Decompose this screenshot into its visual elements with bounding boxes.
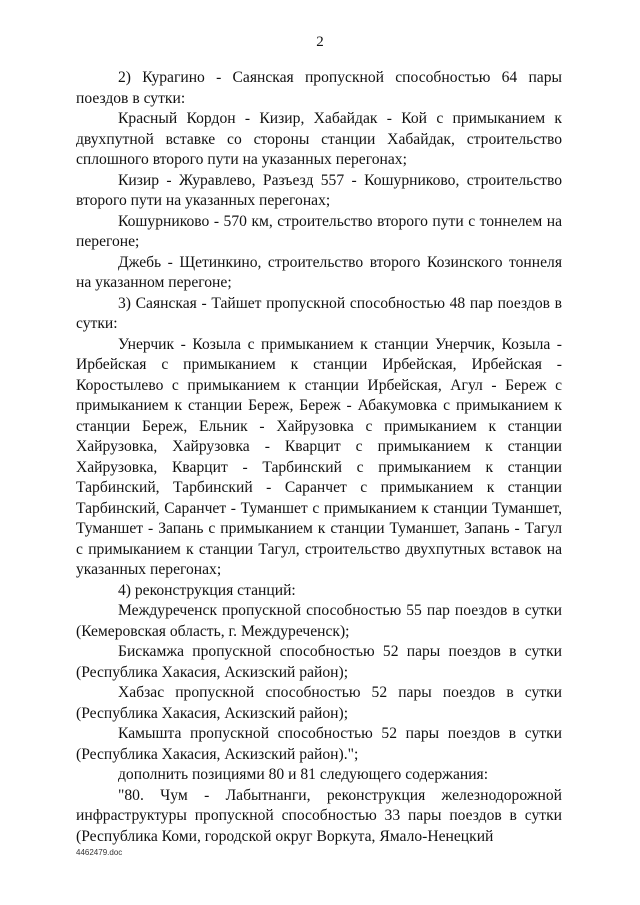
paragraph: Кошурниково - 570 км, строительство второго пути с тоннелем на перегоне; bbox=[76, 212, 562, 250]
paragraph: 4) реконструкция станций: bbox=[118, 581, 296, 599]
paragraph: Унерчик - Козыла с примыканием к станции Унерчик, Козыла - Ирбейская с примыканием к станции Ирбейская, Ирбейская - Коростылево с примыканием к станции Ирбейская, Агул - Береж с примыканием к станции Береж, Береж - Абакумовка с примыканием к станции Береж, Ельник - Хайрузовка с примыканием к станции Хайрузовка, Хайрузовка - Кварцит с примыканием к станции Хайрузовка, Кварцит - Тарбинский с примыканием к станции Тарбинский, Тарбинский - Саранчет с примыканием к станции Тарбинский, Саранчет - Туманшет с примыканием к станции Туманшет, Туманшет - Запань с примыканием к станции Туманшет, Запань - Тагул с примыканием к станции Тагул, строительство двухпутных вставок на указанных перегонах; bbox=[76, 335, 562, 578]
document-file-code: 4462479.doc bbox=[76, 848, 123, 857]
paragraph: Красный Кордон - Кизир, Хабайдак - Кой с примыканием к двухпутной вставке со стороны станции Хабайдак, строительство сплошного второго пути на указанных перегонах; bbox=[76, 110, 562, 168]
paragraph: Бискамжа пропускной способностью 52 пары поездов в сутки (Республика Хакасия, Аскизский район); bbox=[76, 643, 562, 681]
paragraph: Хабзас пропускной способностью 52 пары поездов в сутки (Республика Хакасия, Аскизский район); bbox=[76, 684, 562, 722]
paragraph: 2) Курагино - Саянская пропускной способностью 64 пары поездов в сутки: bbox=[76, 69, 562, 107]
paragraph: "80. Чум - Лабытнанги, реконструкция железнодорожной инфраструктуры пропускной способностью 33 пары поездов в сутки (Республика Коми, городской округ Воркута, Ямало-Ненецкий bbox=[76, 786, 562, 845]
paragraph: Камышта пропускной способностью 52 пары поездов в сутки (Республика Хакасия, Аскизский район)."; bbox=[76, 725, 562, 763]
paragraph: Междуреченск пропускной способностью 55 пар поездов в сутки (Кемеровская область, г. Междуреченск); bbox=[76, 602, 562, 640]
paragraph: дополнить позициями 80 и 81 следующего содержания: bbox=[118, 766, 489, 783]
paragraph: 3) Саянская - Тайшет пропускной способностью 48 пар поездов в сутки: bbox=[76, 294, 562, 332]
paragraph: Джебь - Щетинкино, строительство второго Козинского тоннеля на указанном перегоне; bbox=[76, 253, 562, 291]
paragraph: Кизир - Журавлево, Разъезд 557 - Кошурниково, строительство второго пути на указанных перегонах; bbox=[76, 171, 562, 209]
document-body bbox=[76, 68, 562, 847]
page-number: 2 bbox=[316, 34, 324, 50]
